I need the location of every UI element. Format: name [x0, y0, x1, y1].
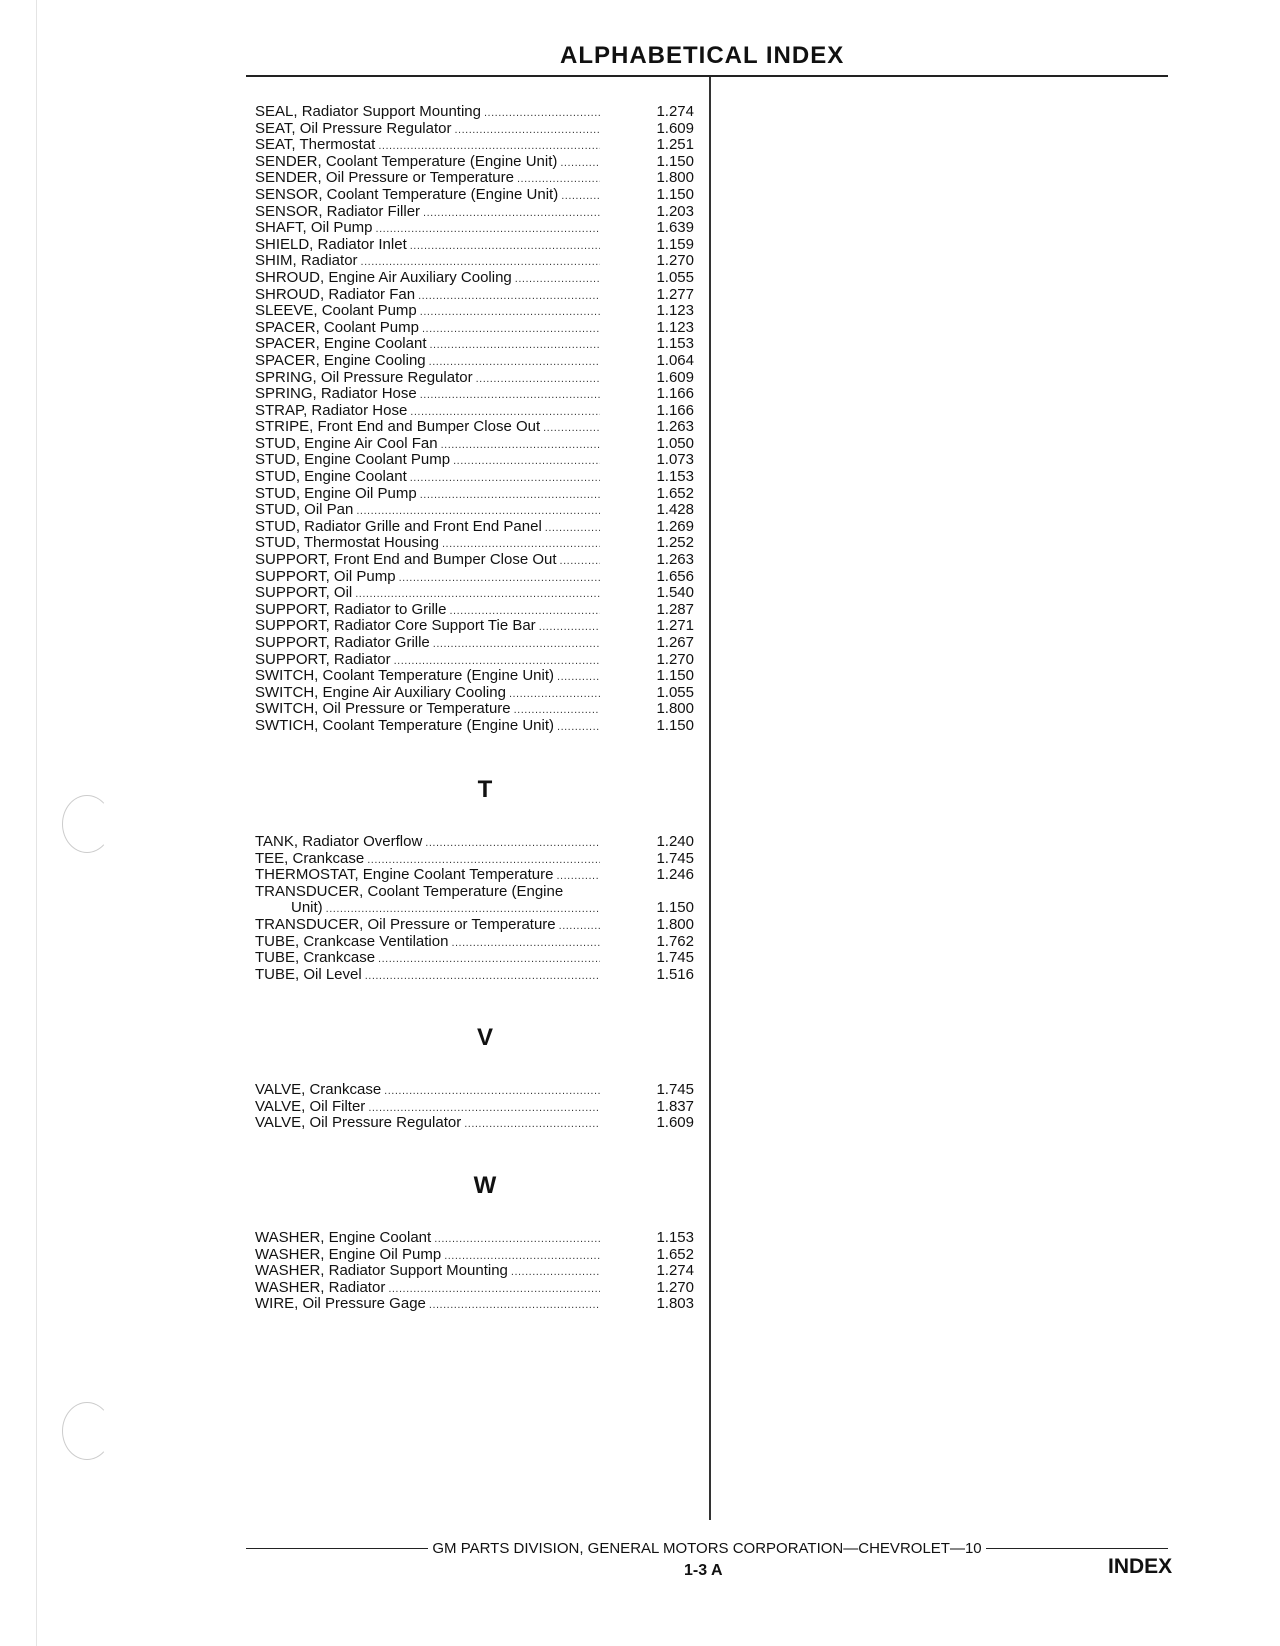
entry-name: STRIPE, Front End and Bumper Close Out [255, 418, 541, 436]
index-entry [255, 535, 705, 552]
entry-page: 1.153 [656, 468, 694, 486]
index-entry [255, 900, 705, 917]
dot-leader [561, 188, 600, 205]
entry-name: SPRING, Radiator Hose [255, 385, 417, 403]
entry-name: SENDER, Oil Pressure or Temperature [255, 169, 514, 187]
dot-leader [425, 835, 600, 852]
entry-page: 1.609 [656, 1114, 694, 1132]
entry-page: 1.166 [656, 401, 694, 419]
entry-page: 1.055 [656, 268, 694, 286]
index-entry [255, 386, 705, 403]
entry-name: SEAT, Thermostat [255, 136, 376, 154]
index-entry [255, 353, 705, 370]
index-entry [255, 569, 705, 586]
dot-leader [423, 205, 600, 222]
dot-leader [560, 155, 600, 172]
index-section-t [255, 834, 705, 983]
entry-page: 1.150 [656, 667, 694, 685]
dot-leader [557, 669, 600, 686]
dot-leader [410, 470, 600, 487]
dot-leader [365, 968, 600, 985]
entry-name: SENSOR, Coolant Temperature (Engine Unit) [255, 185, 559, 203]
entry-name: SHIELD, Radiator Inlet [255, 235, 407, 253]
index-entry [255, 917, 705, 934]
entry-name: WASHER, Radiator Support Mounting [255, 1262, 508, 1280]
entry-name: SEAT, Oil Pressure Regulator [255, 119, 452, 137]
entry-name: WASHER, Radiator [255, 1278, 386, 1296]
entry-name: SHAFT, Oil Pump [255, 219, 373, 237]
index-entry [255, 187, 705, 204]
dot-leader [560, 553, 600, 570]
entry-page: 1.267 [656, 634, 694, 651]
index-entry [255, 502, 705, 519]
dot-leader [441, 437, 600, 454]
index-entry [255, 635, 705, 652]
page-margin-line [36, 0, 37, 1646]
entry-name: SHROUD, Engine Air Auxiliary Cooling [255, 268, 512, 286]
index-entry [255, 967, 705, 984]
entry-page: 1.159 [656, 235, 694, 253]
index-entry [255, 602, 705, 619]
entry-page: 1.803 [656, 1295, 694, 1313]
index-entry [255, 718, 705, 735]
index-entry [255, 370, 705, 387]
entry-page: 1.609 [656, 368, 694, 386]
entry-page: 1.745 [656, 1081, 694, 1098]
entry-page: 1.246 [656, 866, 694, 884]
section-letter-v: V [476, 1024, 493, 1051]
entry-page: 1.055 [656, 683, 694, 701]
dot-leader [543, 420, 600, 437]
page-title: ALPHABETICAL INDEX [560, 42, 845, 69]
index-section-s [255, 104, 705, 735]
entry-page: 1.150 [656, 152, 694, 170]
entry-name: STUD, Thermostat Housing [255, 534, 439, 552]
entry-page: 1.837 [656, 1097, 694, 1115]
entry-page: 1.609 [656, 119, 694, 137]
entry-page: 1.153 [656, 335, 694, 353]
index-entry [255, 884, 705, 901]
entry-name: WIRE, Oil Pressure Gage [255, 1295, 426, 1313]
index-section-v [255, 1082, 705, 1132]
entry-name: STUD, Engine Oil Pump [255, 484, 417, 502]
dot-leader [545, 520, 600, 537]
dot-leader [420, 487, 600, 504]
entry-name: TRANSDUCER, Coolant Temperature (Engine [255, 882, 564, 900]
index-entry [255, 1263, 705, 1280]
entry-page: 1.270 [656, 252, 694, 270]
entry-page: 1.428 [656, 501, 694, 519]
index-entry [255, 303, 705, 320]
entry-page: 1.251 [656, 136, 694, 154]
dot-leader [464, 1116, 600, 1133]
entry-name: STRAP, Radiator Hose [255, 401, 408, 419]
index-entry [255, 403, 705, 420]
entry-page: 1.252 [656, 534, 694, 552]
entry-name: SPACER, Engine Coolant [255, 335, 427, 353]
entry-page: 1.271 [656, 617, 694, 635]
index-entry [255, 685, 705, 702]
entry-page: 1.150 [656, 716, 694, 734]
index-entry [255, 934, 705, 951]
entry-name: SUPPORT, Oil [255, 584, 353, 602]
index-entry [255, 170, 705, 187]
entry-page: 1.745 [656, 849, 694, 867]
entry-page: 1.263 [656, 551, 694, 569]
entry-name: TRANSDUCER, Oil Pressure or Temperature [255, 915, 556, 933]
entry-name: VALVE, Oil Filter [255, 1097, 366, 1115]
entry-page: 1.516 [656, 965, 694, 983]
entry-name: VALVE, Crankcase [255, 1081, 382, 1098]
dot-leader [378, 951, 600, 968]
entry-page: 1.652 [656, 484, 694, 502]
dot-leader [420, 387, 600, 404]
entry-name: SENDER, Coolant Temperature (Engine Unit) [255, 152, 558, 170]
dot-leader [476, 371, 600, 388]
section-name: INDEX [1108, 1555, 1173, 1578]
dot-leader [453, 453, 600, 470]
entry-page: 1.073 [656, 451, 694, 469]
entry-name: TUBE, Oil Level [255, 965, 362, 983]
index-entry [255, 137, 705, 154]
entry-name: SUPPORT, Radiator [255, 650, 391, 668]
index-entry [255, 154, 705, 171]
index-entry [255, 1115, 705, 1132]
index-entry [255, 1296, 705, 1313]
entry-name: STUD, Oil Pan [255, 501, 354, 519]
page-number: 1-3 A [684, 1562, 723, 1579]
dot-leader [434, 1231, 600, 1248]
index-entry [255, 701, 705, 718]
section-letter-t: T [477, 776, 493, 803]
entry-page: 1.800 [656, 169, 694, 187]
index-entry [255, 469, 705, 486]
index-entry [255, 834, 705, 851]
entry-page: 1.800 [656, 915, 694, 933]
publisher-text: GM PARTS DIVISION, GENERAL MOTORS CORPORATION—CHEVROLET—10 [432, 1540, 982, 1557]
entry-page: 1.745 [656, 949, 694, 967]
index-entry [255, 121, 705, 138]
dot-leader [433, 636, 600, 653]
index-entry [255, 452, 705, 469]
entry-name: SUPPORT, Oil Pump [255, 567, 396, 585]
entry-page: 1.277 [656, 285, 694, 303]
index-entry [255, 486, 705, 503]
entry-page: 1.263 [656, 418, 694, 436]
entry-name: SWITCH, Oil Pressure or Temperature [255, 700, 511, 718]
entry-page: 1.270 [656, 1278, 694, 1296]
entry-page: 1.540 [656, 584, 694, 602]
index-entry [255, 419, 705, 436]
index-entry [255, 1230, 705, 1247]
entry-name: WASHER, Engine Coolant [255, 1229, 432, 1246]
entry-name: STUD, Radiator Grille and Front End Panel [255, 517, 542, 535]
entry-name: SHROUD, Radiator Fan [255, 285, 416, 303]
index-entry [255, 668, 705, 685]
entry-name: STUD, Engine Air Cool Fan [255, 434, 438, 452]
footer-rule-left [246, 1548, 428, 1549]
entry-page: 1.064 [656, 351, 694, 369]
entry-name: SUPPORT, Radiator to Grille [255, 600, 447, 618]
dot-leader [422, 321, 600, 338]
entry-name: SUPPORT, Radiator Grille [255, 634, 430, 651]
footer-line [246, 1540, 1168, 1557]
index-entry [255, 519, 705, 536]
entry-name: WASHER, Engine Oil Pump [255, 1245, 442, 1263]
dot-leader [484, 105, 600, 122]
entry-name: STUD, Engine Coolant Pump [255, 451, 451, 469]
entry-name: SWTICH, Coolant Temperature (Engine Unit) [255, 716, 555, 734]
dot-leader [429, 1297, 600, 1314]
dot-leader [451, 935, 600, 952]
entry-name: SHIM, Radiator [255, 252, 358, 270]
dot-leader [399, 570, 600, 587]
dot-leader [511, 1264, 600, 1281]
entry-name: SPACER, Coolant Pump [255, 318, 419, 336]
dot-leader [418, 288, 600, 305]
entry-page: 1.639 [656, 219, 694, 237]
index-entry [255, 1247, 705, 1264]
dot-leader [420, 304, 600, 321]
index-section-w [255, 1230, 705, 1313]
binding-hole [62, 795, 112, 853]
index-entry [255, 436, 705, 453]
index-entry [255, 104, 705, 121]
index-entry [255, 320, 705, 337]
dot-leader [454, 122, 600, 139]
entry-page: 1.656 [656, 567, 694, 585]
index-entry [255, 851, 705, 868]
entry-page: 1.123 [656, 302, 694, 320]
dot-leader [429, 354, 600, 371]
index-entry [255, 585, 705, 602]
entry-name: Unit) [291, 899, 323, 917]
entry-page: 1.274 [656, 1262, 694, 1280]
entry-name: SEAL, Radiator Support Mounting [255, 103, 481, 120]
entry-page: 1.274 [656, 103, 694, 120]
entry-page: 1.762 [656, 932, 694, 950]
entry-page: 1.800 [656, 700, 694, 718]
index-entry [255, 867, 705, 884]
entry-name: TANK, Radiator Overflow [255, 833, 423, 850]
dot-leader [509, 686, 600, 703]
entry-name: TEE, Crankcase [255, 849, 365, 867]
entry-page: 1.287 [656, 600, 694, 618]
entry-page: 1.203 [656, 202, 694, 220]
entry-name: SPRING, Oil Pressure Regulator [255, 368, 473, 386]
dot-leader [559, 918, 600, 935]
entry-page: 1.240 [656, 833, 694, 850]
column-divider [709, 77, 711, 1520]
entry-page: 1.123 [656, 318, 694, 336]
entry-name: SUPPORT, Front End and Bumper Close Out [255, 551, 557, 569]
entry-name: TUBE, Crankcase [255, 949, 376, 967]
entry-name: SPACER, Engine Cooling [255, 351, 426, 369]
dot-leader [429, 337, 600, 354]
dot-leader [410, 238, 600, 255]
title-rule [246, 75, 1168, 77]
entry-name: TUBE, Crankcase Ventilation [255, 932, 449, 950]
entry-page: 1.269 [656, 517, 694, 535]
dot-leader [515, 271, 600, 288]
entry-page: 1.150 [656, 899, 694, 917]
footer-rule-right [986, 1548, 1168, 1549]
dot-leader [539, 619, 600, 636]
index-entry [255, 1280, 705, 1297]
entry-page: 1.150 [656, 185, 694, 203]
index-entry [255, 652, 705, 669]
binding-hole [62, 1402, 112, 1460]
index-entry [255, 253, 705, 270]
index-entry [255, 204, 705, 221]
index-entry [255, 270, 705, 287]
dot-leader [557, 719, 600, 736]
entry-name: SUPPORT, Radiator Core Support Tie Bar [255, 617, 536, 635]
entry-name: VALVE, Oil Pressure Regulator [255, 1114, 462, 1132]
dot-leader [384, 1083, 600, 1100]
index-entry [255, 336, 705, 353]
entry-page: 1.652 [656, 1245, 694, 1263]
dot-leader [376, 221, 600, 238]
index-entry [255, 950, 705, 967]
index-entry [255, 220, 705, 237]
index-entry [255, 552, 705, 569]
section-letter-w: W [473, 1172, 497, 1199]
entry-name: SWITCH, Coolant Temperature (Engine Unit) [255, 667, 555, 685]
index-entry [255, 1082, 705, 1099]
entry-name: SWITCH, Engine Air Auxiliary Cooling [255, 683, 506, 701]
entry-name: SENSOR, Radiator Filler [255, 202, 421, 220]
index-entry [255, 618, 705, 635]
entry-page: 1.153 [656, 1229, 694, 1246]
entry-name: STUD, Engine Coolant [255, 468, 407, 486]
entry-page: 1.050 [656, 434, 694, 452]
entry-name: SLEEVE, Coolant Pump [255, 302, 417, 320]
entry-page: 1.270 [656, 650, 694, 668]
entry-page: 1.166 [656, 385, 694, 403]
entry-name: THERMOSTAT, Engine Coolant Temperature [255, 866, 554, 884]
index-entry [255, 237, 705, 254]
index-entry [255, 287, 705, 304]
index-entry [255, 1099, 705, 1116]
